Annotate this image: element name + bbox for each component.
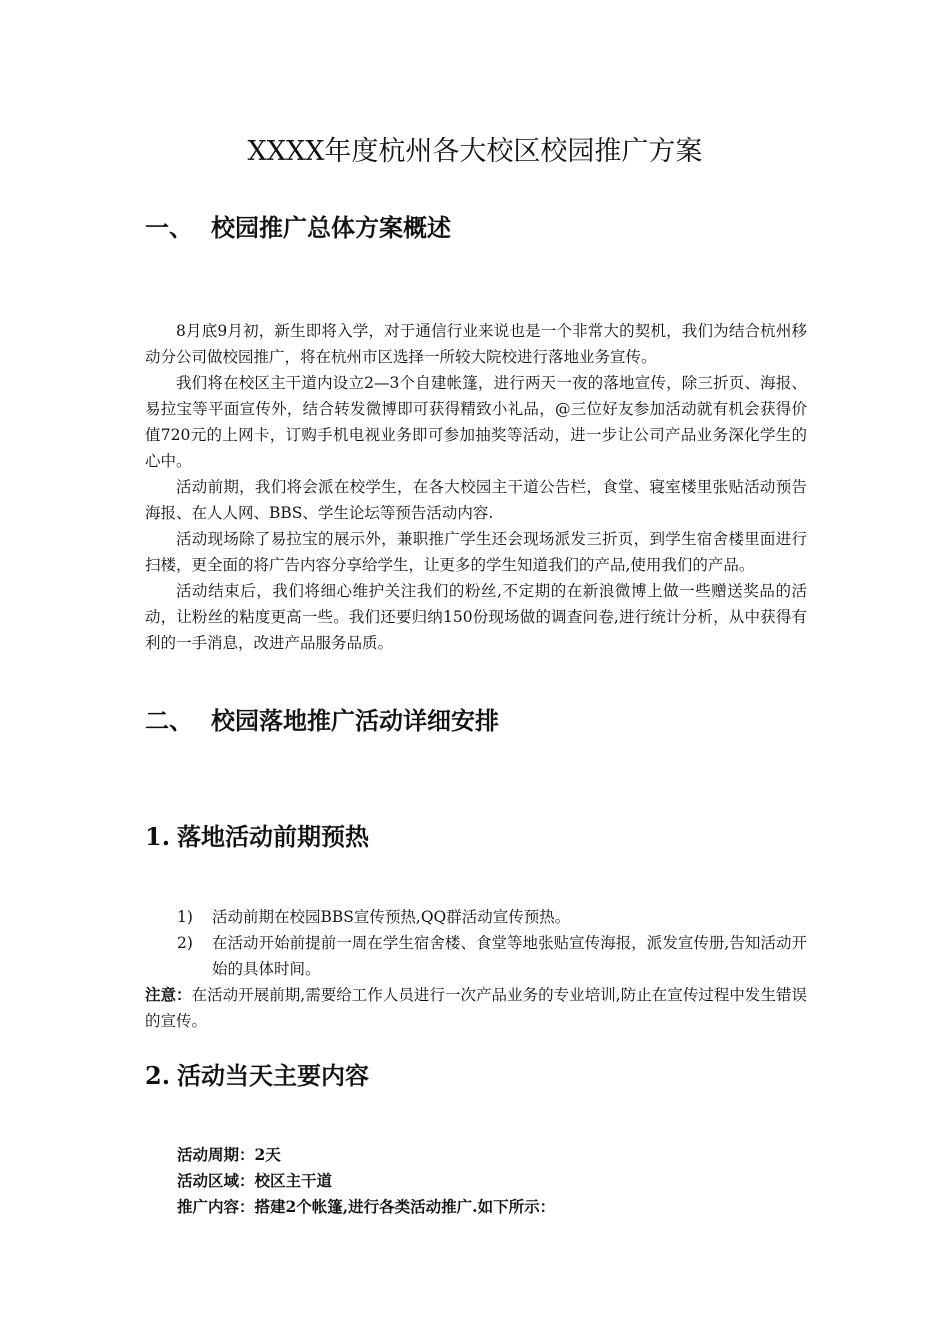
section-title: 校园落地推广活动详细安排	[211, 706, 499, 735]
overview-body	[145, 318, 807, 656]
paragraph: 我们将在校区主干道内设立2—3个自建帐篷，进行两天一夜的落地宣传，除三折页、海报、易拉宝等平面宣传外，结合转发微博即可获得精致小礼品，@三位好友参加活动就有机会获得价值720元的上网卡，订购手机电视业务即可参加抽奖等活动，进一步让公司产品业务深化学生的心中。	[145, 374, 807, 470]
section-number: 二、	[145, 706, 193, 735]
section-title: 校园推广总体方案概述	[211, 213, 451, 242]
note-label: 注意：	[145, 985, 192, 1004]
subsection-heading-main-content	[145, 1059, 369, 1093]
paragraph: 活动结束后，我们将细心维护关注我们的粉丝,不定期的在新浪微博上做一些赠送奖品的活动，让粉丝的粘度更高一些。我们还要归纳150份现场做的调查问卷,进行统计分析，从中获得有利的一手消息，改进产品服务品质。	[145, 582, 807, 652]
list-marker: 2)	[177, 934, 193, 952]
list-marker: 1)	[177, 908, 193, 926]
detail-content: 推广内容：搭建2个帐篷,进行各类活动推广.如下所示：	[177, 1197, 556, 1216]
section-heading-arrangement	[145, 704, 499, 738]
subsection-heading-preheat	[145, 820, 369, 854]
note-text: 在活动开展前期,需要给工作人员进行一次产品业务的专业培训,防止在宣传过程中发生错误的宣传。	[145, 986, 807, 1030]
detail-area: 活动区域：校区主干道	[177, 1171, 333, 1190]
section-heading-overview	[145, 211, 451, 245]
note-paragraph	[145, 982, 807, 1034]
subsection-title: 活动当天主要内容	[177, 1061, 369, 1090]
paragraph: 活动前期，我们将会派在校学生，在各大校园主干道公告栏，食堂、寝室楼里张贴活动预告海报、在人人网、BBS、学生论坛等预告活动内容.	[145, 478, 807, 522]
subsection-title: 落地活动前期预热	[177, 822, 369, 851]
list-item	[145, 930, 807, 982]
preheat-list	[145, 904, 807, 982]
paragraph: 活动现场除了易拉宝的展示外，兼职推广学生还会现场派发三折页，到学生宿舍楼里面进行扫楼，更全面的将广告内容分享给学生，让更多的学生知道我们的产品,使用我们的产品。	[145, 530, 807, 574]
subsection-number: 1.	[145, 822, 171, 851]
list-item	[145, 904, 807, 930]
list-item-text: 活动前期在校园BBS宣传预热,QQ群活动宣传预热。	[212, 908, 571, 926]
section-number: 一、	[145, 213, 193, 242]
detail-period: 活动周期：2天	[177, 1145, 281, 1164]
subsection-number: 2.	[145, 1061, 171, 1090]
paragraph: 8月底9月初，新生即将入学，对于通信行业来说也是一个非常大的契机，我们为结合杭州移动分公司做校园推广，将在杭州市区选择一所较大院校进行落地业务宣传。	[145, 322, 807, 366]
activity-details	[177, 1142, 807, 1220]
list-item-text: 在活动开始前提前一周在学生宿舍楼、食堂等地张贴宣传海报，派发宣传册,告知活动开始的具体时间。	[212, 934, 807, 978]
document-title: XXXX年度杭州各大校区校园推广方案	[247, 136, 703, 167]
